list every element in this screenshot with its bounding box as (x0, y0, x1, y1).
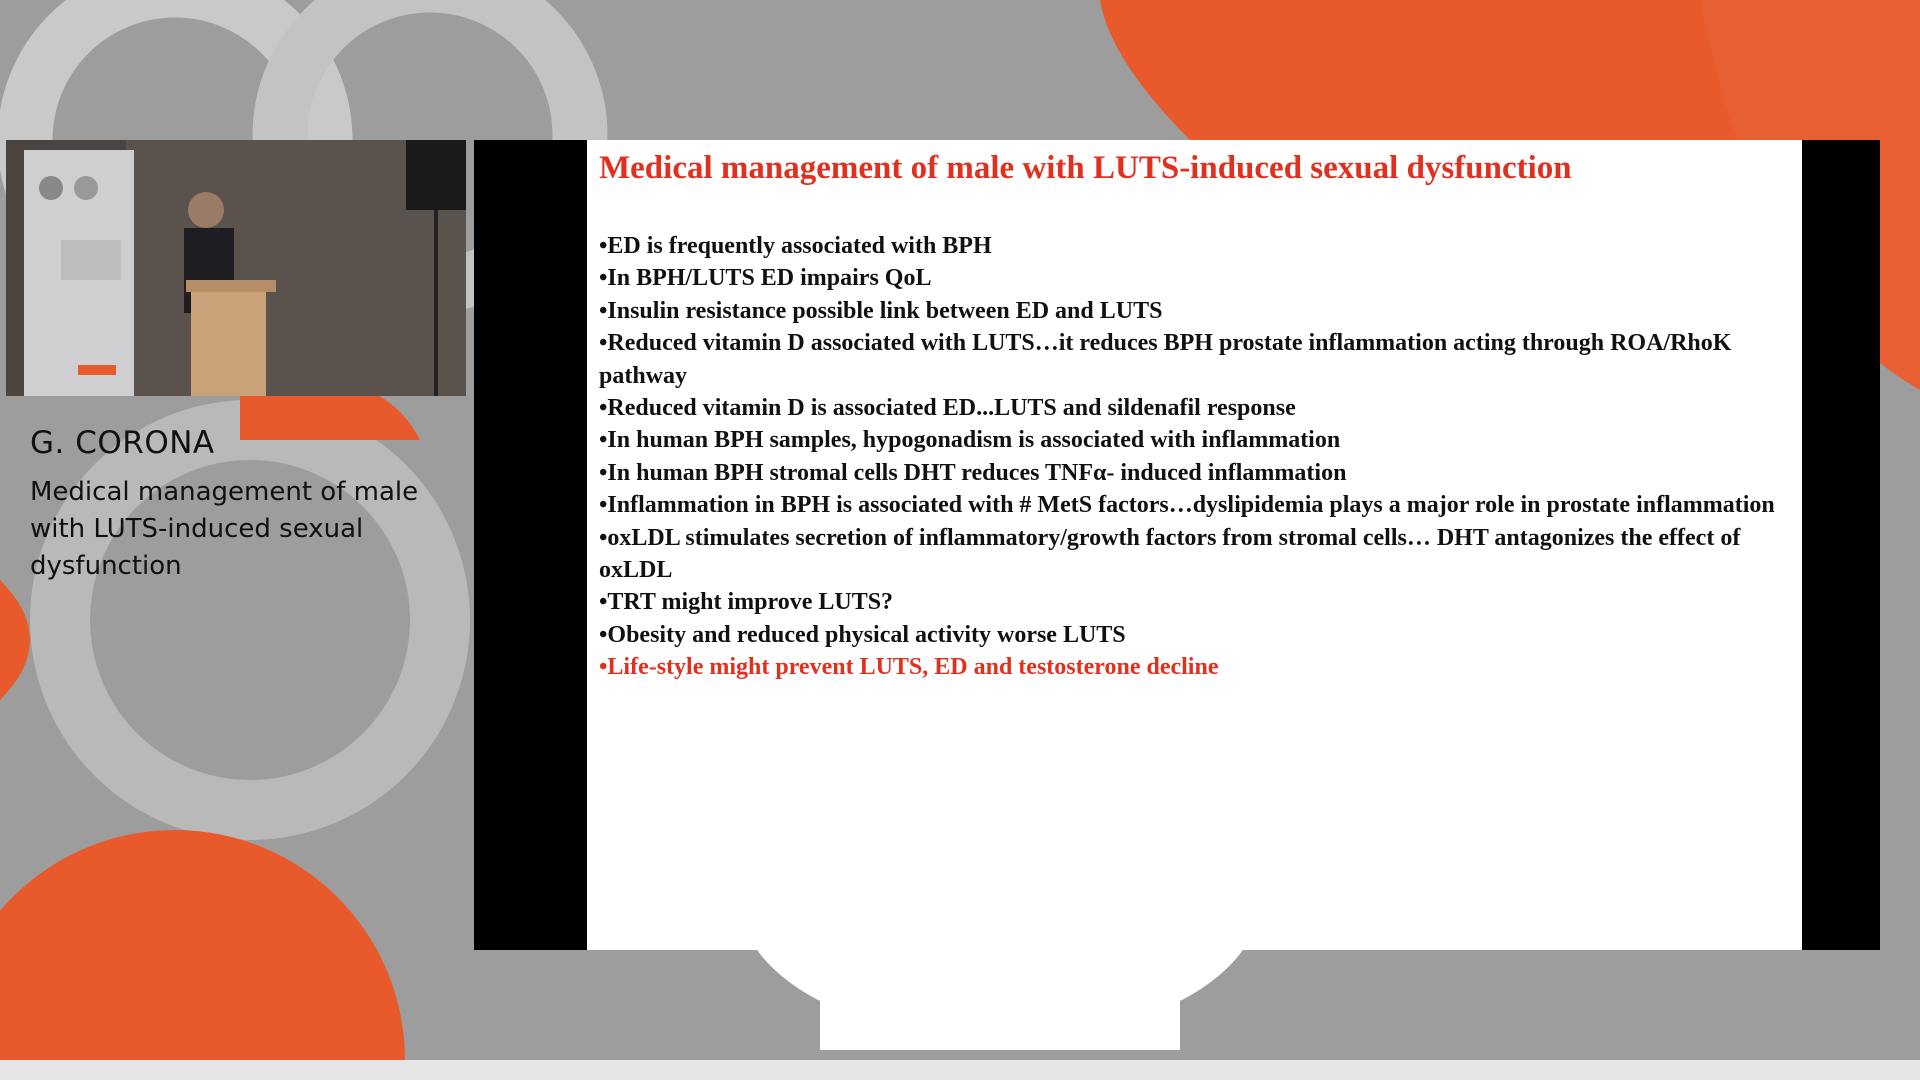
bullet-item: •ED is frequently associated with BPH (599, 233, 992, 259)
bullet-item: •Reduced vitamin D is associated ED...LUTS and sildenafil response (599, 395, 1296, 422)
bullet-item: •Inflammation in BPH is associated with # MetS factors…dyslipidemia plays a major role in prostate inflammation (599, 492, 1775, 519)
slide (587, 140, 1802, 950)
bullet-list (599, 230, 1794, 684)
speaker-video[interactable] (6, 140, 466, 396)
bullet-item: •Reduced vitamin D associated with LUTS…it reduces BPH prostate inflammation acting through ROA/RhoK pathway (599, 330, 1732, 389)
bullet-item: •TRT might improve LUTS? (599, 589, 894, 616)
bullet-item: •Obesity and reduced physical activity worse LUTS (599, 621, 1126, 648)
bullet-item: •In human BPH samples, hypogonadism is associated with inflammation (599, 427, 1341, 454)
slide-panel (474, 140, 1880, 950)
bullet-item: •In BPH/LUTS ED impairs QoL (599, 265, 932, 292)
speaker-name: G. CORONA (30, 425, 215, 461)
bullet-item: •In human BPH stromal cells DHT reduces TNFα- induced inflammation (599, 459, 1347, 486)
bullet-item-highlight: •Life-style might prevent LUTS, ED and testosterone decline (599, 654, 1219, 681)
slide-title: Medical management of male with LUTS-induced sexual dysfunction (599, 150, 1572, 186)
bullet-item: •Insulin resistance possible link between ED and LUTS (599, 297, 1163, 324)
speaker-video-image (6, 140, 466, 396)
talk-title: Medical management of male with LUTS-induced sexual dysfunction (30, 477, 419, 581)
bullet-item: •oxLDL stimulates secretion of inflammatory/growth factors from stromal cells… DHT antagonizes the effect of oxLDL (599, 524, 1741, 584)
